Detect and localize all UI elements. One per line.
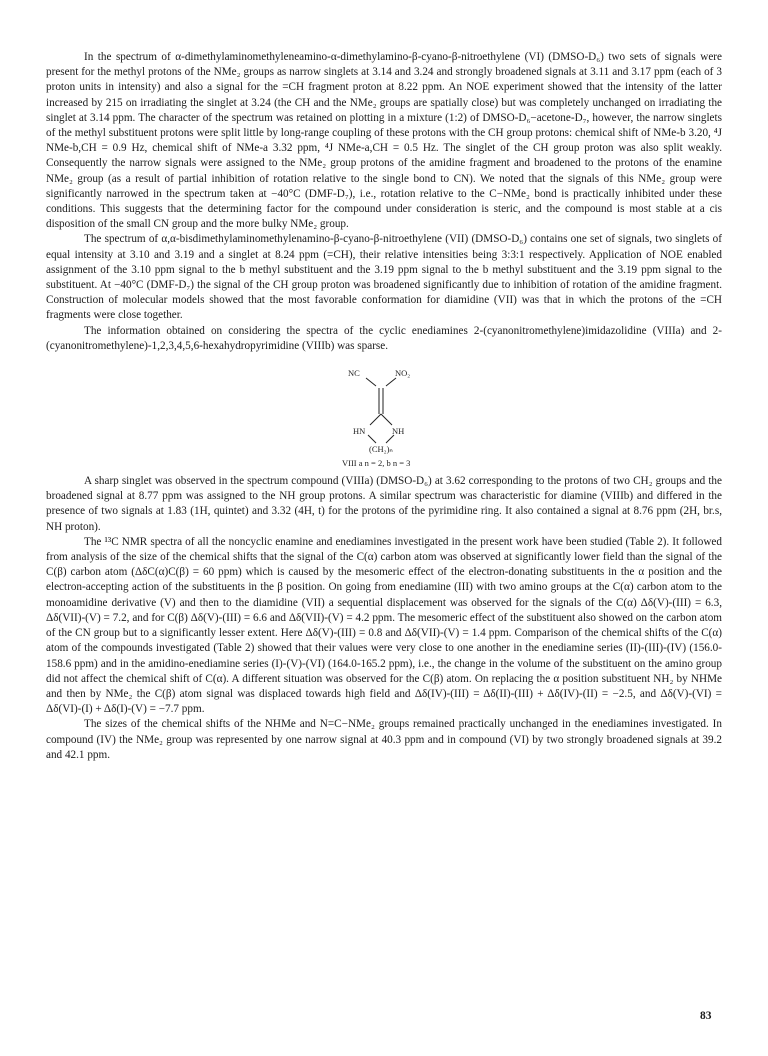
bond-hn-ring [368, 435, 376, 443]
paragraph-3: The information obtained on considering the spectra of the cyclic enediamines 2-(cyanonitromethylene)imidazolidine (VIIIa) and 2-(cyanonitromethylene)-1,2,3,4,5,6-hexahydropyrimidine (VIIIb) was sparse. [46, 324, 722, 352]
paragraph-4: A sharp singlet was observed in the spectrum compound (VIIIa) (DMSO-D₆) at 3.62 corresponding to the protons of two CH₂ groups and the broadened signal at 8.77 ppm was assigned to the NH group protons. A similar spectrum was characteristic for diamine (VIIIb) and differed in the presence of two signals at 1.83 (1H, quintet) and 3.32 (4H, t) for the protons of the pyrimidine ring. It also contained a signal at 8.76 ppm (2H, br.s, NH proton). [46, 475, 722, 533]
page-number: 83 [700, 1010, 712, 1022]
label-no2: NO₂ [395, 368, 411, 379]
bond-c-hn [370, 414, 381, 425]
label-nc: NC [348, 368, 360, 379]
bond-nc [366, 378, 376, 386]
label-nh: NH [392, 426, 405, 437]
label-ch2n: (CH₂)ₙ [369, 444, 393, 455]
paragraph-6: The sizes of the chemical shifts of the NHMe and N=C−NMe₂ groups remained practically unchanged in the enediamines investigated. In compound (IV) the NMe₂ group was represented by one narrow signal at 40.3 ppm and in compound (VI) by two strongly broadened signals at 39.2 and 42.1 ppm. [46, 718, 722, 761]
paragraph-1: In the spectrum of α-dimethylaminomethyleneamino-α-dimethylamino-β-cyano-β-nitroethylene (VI) (DMSO-D₆) two sets of signals were present for the methyl protons of the NMe₂ groups as narrow singlets at 3.14 and 3.24 and strongly broadened signals at 3.11 and 3.17 ppm (each of 3 proton units in intensity) and also a signal for the =CH fragment proton at 8.22 ppm. An NOE experiment showed that the intensity of the latter increased by 215 on irradiating the singlet at 3.24 (the CH and the NMe₂ groups are spatially close) but was completely unchanged on irradiating the singlet at 3.14 ppm. The character of the spectrum was retained on plotting in a mixture (1:2) of DMSO-D₆−acetone-D₇, however, the narrow singlets of the methyl substituent protons were split little by long-range coupling of these protons with the CH group protons: chemical shift of NMe-b 3.20, ⁴J NMe-b,CH = 0.9 Hz, chemical shift of NMe-a 3.32 ppm, ⁴J NMe-a,CH = 0.5 Hz. The singlet of the CH group proton was also split weakly. Consequently the narrow signals were assigned to the NMe₂ group protons of the amidine fragment and broadened to the protons of the enamine NMe₂ group (as a result of partial inhibition of rotation relative to the single bond to CN). We noted that the signals of this NMe₂ group were significantly narrowed in the spectrum taken at −40°C (DMF-D₇), i.e., rotation relative to the C−NMe₂ bond is practically inhibited under these conditions. This suggests that the determining factor for the compound under consideration is steric, and the compound is most stable at a cis disposition of the small CN group and the more bulky NMe₂ group. [46, 51, 722, 231]
chemical-structure-viii [46, 362, 722, 468]
paragraph-2: The spectrum of α,α-bisdimethylaminomethylenamino-β-cyano-β-nitroethylene (VII) (DMSO-D₆) contains one set of signals, two singlets of equal intensity at 3.10 and 3.19 and a singlet at 8.24 ppm (=CH), their relative intensities being 3:3:1 respectively. Application of NOE enabled assignment of the 3.10 ppm signal to the b methyl substituent and the 3.19 ppm signal to the b methyl substituent and the 3.19 ppm signal to the substituent. At −40°C (DMF-D₇) the signal of the CH group proton was broadened significantly due to inhibition of rotation of the amidine fragment. Construction of molecular models showed that the most favorable conformation for diamidine (VII) was that in which the protons of the =CH fragments were close together. [46, 233, 722, 322]
structure-drawing [46, 362, 722, 468]
bond-c-nh [381, 414, 392, 425]
article-body [46, 50, 722, 763]
bond-no2 [386, 378, 396, 386]
structure-caption: VIII a n = 2, b n = 3 [342, 458, 411, 469]
label-hn: HN [353, 426, 366, 437]
bond-nh-ring [386, 435, 394, 443]
paragraph-5: The ¹³C NMR spectra of all the noncyclic enamine and enediamines investigated in the present work have been studied (Table 2). It followed from analysis of the size of the chemical shifts that the signal of the C(α) carbon atom was observed at significantly lower field than the signal of the C(β) carbon atom (ΔδC(α)C(β) = 60 ppm) which is caused by the mesomeric effect of the electron-donating substituents in the α position and the electron-accepting action of the substituents in the β position. On going from enediamine (III) with two amino groups at the C(α) carbon atom to the monoamidine derivative (V) and then to the diamidine (VII) a sequential displacement was observed for the signals of the C(α) Δδ(V)-(III) = 6.3, Δδ(VII)-(V) = 7.2, and for C(β) Δδ(V)-(III) = 6.6 and Δδ(VII)-(V) = 4.2 ppm. The mesomeric effect of the substituent also showed on the carbon atom of the CN group but to a significantly lesser extent. Here Δδ(V)-(III) = 0.8 and Δδ(VII)-(V) = 1.4 ppm. Comparison of the chemical shifts of the C(α) atom of the compounds investigated (Table 2) showed that their values were very close to one another in the enediamine series (II)-(III)-(IV) (156.0-158.6 ppm) and in the amidino-enediamine series (I)-(V)-(VI) (164.0-165.2 ppm), i.e., the change in the volume of the substituent on the amino group did not affect the chemical shift of C(α). A different situation was observed for the C(β) atom. On replacing the α position substituent NH₂ by NHMe and then by NMe₂ the C(β) atom signal was displaced towards high field and Δδ(IV)-(III) = Δδ(II)-(III) + Δδ(IV)-(II) = −2.5, and Δδ(V)-(VI) = Δδ(VI)-(I) + Δδ(I)-(V) = −7.7 ppm. [46, 535, 722, 716]
